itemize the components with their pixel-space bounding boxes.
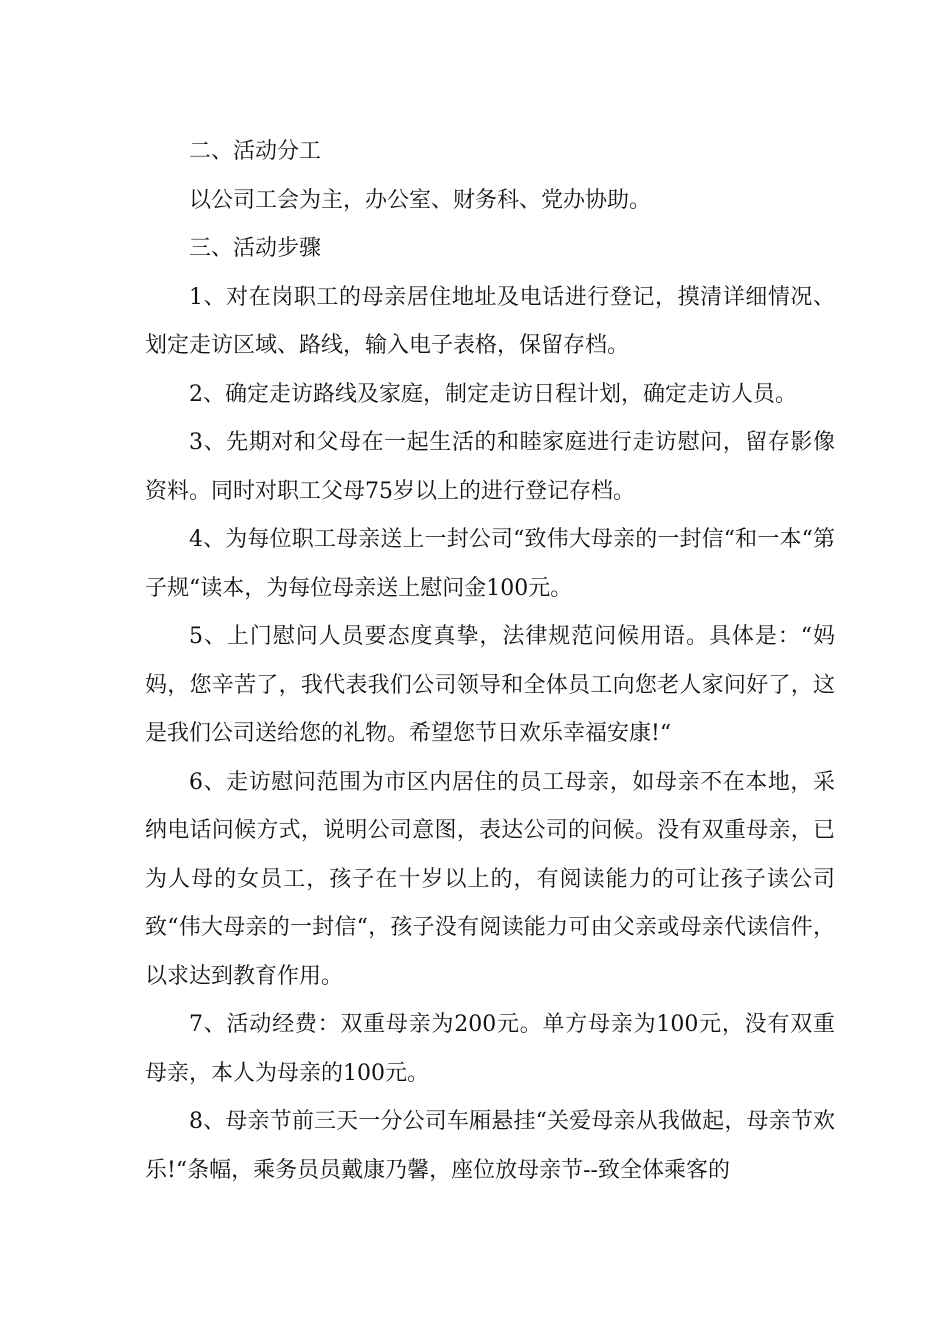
paragraph-step-6: 6、走访慰问范围为市区内居住的员工母亲，如母亲不在本地，采纳电话问候方式，说明公司意图，表达公司的问候。没有双重母亲，已为人母的女员工，孩子在十岁以上的，有阅读能力的可让孩子读公司致“伟大母亲的一封信“，孩子没有阅读能力可由父亲或母亲代读信件，以求达到教育作用。 [145, 769, 835, 989]
paragraph-step-3: 3、先期对和父母在一起生活的和睦家庭进行走访慰问，留存影像资料。同时对职工父母75岁以上的进行登记存档。 [145, 430, 835, 504]
paragraph-step-4: 4、为每位职工母亲送上一封公司“致伟大母亲的一封信“和一本“第子规“读本，为每位母亲送上慰问金100元。 [145, 527, 835, 601]
paragraph-step-8: 8、母亲节前三天一分公司车厢悬挂“关爱母亲从我做起，母亲节欢乐!“条幅，乘务员员戴康乃馨，座位放母亲节--致全体乘客的 [145, 1109, 835, 1183]
paragraph-step-5: 5、上门慰问人员要态度真挚，法律规范问候用语。具体是：“妈妈，您辛苦了，我代表我们公司领导和全体员工向您老人家问好了，这是我们公司送给您的礼物。希望您节日欢乐幸福安康!“ [145, 624, 835, 746]
paragraph-step-7: 7、活动经费：双重母亲为200元。单方母亲为100元，没有双重母亲，本人为母亲的100元。 [145, 1012, 835, 1086]
document-body [145, 128, 835, 1195]
section-heading-division: 二、活动分工 [189, 139, 322, 164]
paragraph-step-1: 1、对在岗职工的母亲居住地址及电话进行登记，摸清详细情况、划定走访区域、路线，输入电子表格，保留存档。 [145, 284, 835, 358]
paragraph-step-2: 2、确定走访路线及家庭，制定走访日程计划，确定走访人员。 [189, 381, 797, 407]
paragraph-division-detail: 以公司工会为主，办公室、财务科、党办协助。 [189, 187, 652, 213]
section-heading-steps: 三、活动步骤 [189, 236, 322, 261]
